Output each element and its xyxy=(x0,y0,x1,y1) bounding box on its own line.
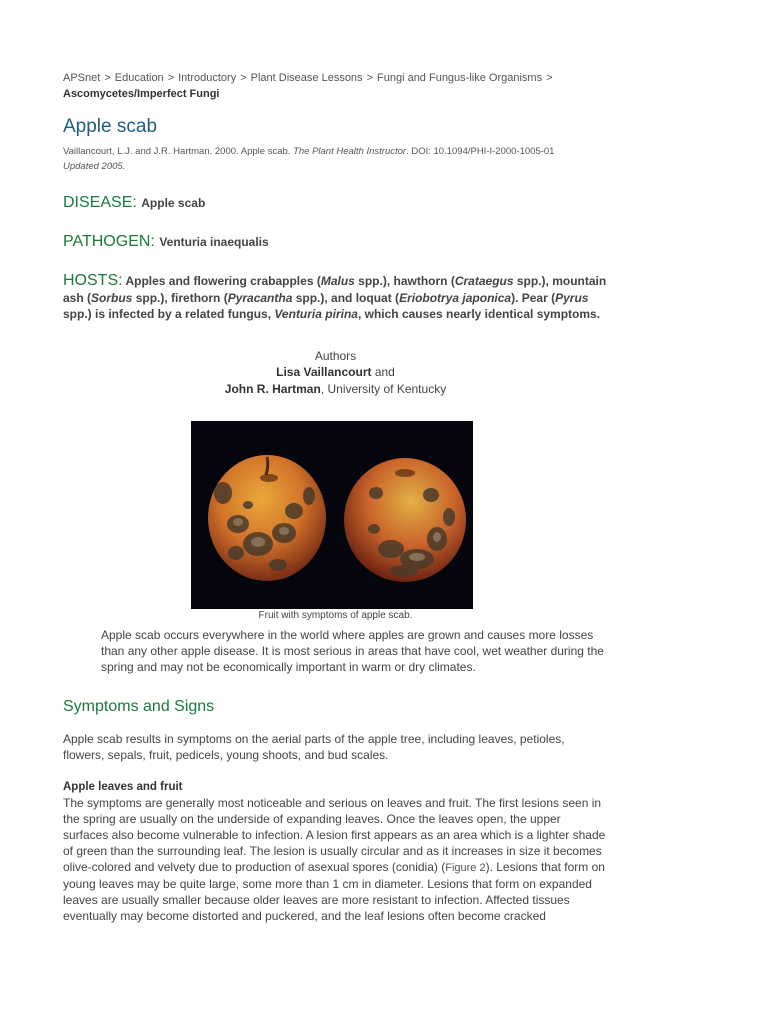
hosts-text-3: spp.), mountain ash ( xyxy=(63,274,607,305)
pathogen-field xyxy=(63,234,608,250)
disease-value: Apple scab xyxy=(141,196,206,210)
leaves-fruit-text-a: The symptoms are generally most noticeable and serious on leaves and fruit. The first lesions seen in the spring are usually on the underside of expanding leaves. Once the leaves open, the upper surfaces also become vulnerable to infection. A lesion first appears as an area which is a lighter shade of green than the surrounding leaf. The lesion is usually circular and as it increases in size it becomes olive-colored and velvety due to production of asexual spores (conidia) ( xyxy=(63,796,606,874)
authors-line-2 xyxy=(63,381,608,398)
disease-field xyxy=(63,195,608,211)
hosts-text-4: spp.), firethorn ( xyxy=(132,290,228,305)
article xyxy=(63,70,608,924)
citation-journal: The Plant Health Instructor xyxy=(293,146,407,157)
symptoms-paragraph: Apple scab results in symptoms on the aerial parts of the apple tree, including leaves, petioles, flowers, sepals, fruit, pedicels, young shoots, and bud scales. xyxy=(63,732,565,762)
citation-doi: . DOI: 10.1094/PHI-I-2000-1005-01 xyxy=(406,146,555,157)
subheading-leaves-fruit: Apple leaves and fruit xyxy=(63,781,183,793)
leaves-fruit-text-b: ). Lesions that form on young leaves may be quite large, some more than 1 cm in diameter. Lesions that form on expanded leaves are usually smaller because older leaves are more resistant to infection. Affected tissues eventually may become distorted and puckered, and the leaf lesions often become cracked xyxy=(63,860,605,923)
breadcrumb-link-introductory[interactable]: Introductory xyxy=(178,72,237,84)
hosts-species-eriobotrya: Eriobotrya japonica xyxy=(399,290,512,305)
hosts-text-8: , which causes nearly identical symptoms. xyxy=(357,307,601,321)
hosts-text-2: spp.), hawthorn ( xyxy=(354,274,455,288)
citation xyxy=(63,144,608,159)
authors-line-1 xyxy=(63,364,608,381)
breadcrumb-link-fungi[interactable]: Fungi and Fungus-like Organisms xyxy=(377,72,543,84)
hosts-text-6: ). Pear ( xyxy=(511,290,556,305)
authors-block xyxy=(63,348,608,398)
citation-authors: Vaillancourt, L.J. and J.R. Hartman. 2000. Apple scab. xyxy=(63,146,294,157)
page-title: Apple scab xyxy=(63,116,158,137)
hosts-genus-pyrus: Pyrus xyxy=(555,290,589,305)
breadcrumb-separator: > xyxy=(167,72,175,84)
apple-scab-photo-image xyxy=(191,421,473,609)
section-heading-symptoms: Symptoms and Signs xyxy=(63,698,215,715)
hosts-label: HOSTS: xyxy=(63,272,123,289)
leaves-fruit-paragraph xyxy=(63,795,608,924)
hosts-genus-pyracantha: Pyracantha xyxy=(227,290,293,305)
hosts-genus-malus: Malus xyxy=(320,274,355,288)
breadcrumb-current: Ascomycetes/Imperfect Fungi xyxy=(63,88,220,100)
breadcrumb-separator: > xyxy=(240,72,247,84)
breadcrumb-separator: > xyxy=(366,72,373,84)
figure-2-link[interactable]: Figure 2 xyxy=(445,862,486,874)
breadcrumb xyxy=(63,70,608,102)
breadcrumb-link-apsnet[interactable]: APSnet xyxy=(63,72,101,84)
figure-caption: Fruit with symptoms of apple scab. xyxy=(258,610,413,621)
breadcrumb-link-education[interactable]: Education xyxy=(114,72,164,84)
hosts-text-5: spp.), and loquat ( xyxy=(292,290,400,305)
breadcrumb-separator: > xyxy=(104,72,111,84)
author-name-1: Lisa Vaillancourt xyxy=(276,365,372,379)
hosts-text-1: Apples and flowering crabapples ( xyxy=(125,274,321,288)
hosts-genus-crataegus: Crataegus xyxy=(454,274,514,288)
intro-paragraph: Apple scab occurs everywhere in the world where apples are grown and causes more losses than any other apple disease. It is most serious in areas that have cool, wet weather during the spring and may not be economically important in warm or dry climates. xyxy=(101,628,604,674)
breadcrumb-separator: > xyxy=(546,72,553,84)
pathogen-value: Venturia inaequalis xyxy=(159,235,269,249)
hosts-genus-sorbus: Sorbus xyxy=(91,290,133,305)
authors-connector: and xyxy=(371,365,395,379)
updated-note: Updated 2005. xyxy=(63,161,126,172)
author-name-2: John R. Hartman xyxy=(224,381,321,396)
apple-scab-photo xyxy=(191,421,473,609)
pathogen-label: PATHOGEN: xyxy=(63,233,155,250)
hosts-text-7: spp.) is infected by a related fungus, xyxy=(63,307,275,321)
authors-heading: Authors xyxy=(314,348,357,363)
breadcrumb-link-plant-disease-lessons[interactable]: Plant Disease Lessons xyxy=(250,72,363,84)
author-affiliation: , University of Kentucky xyxy=(320,381,447,396)
hosts-field xyxy=(63,273,608,323)
hosts-species-venturia-pirina: Venturia pirina xyxy=(274,307,358,321)
disease-label: DISEASE: xyxy=(63,194,137,211)
